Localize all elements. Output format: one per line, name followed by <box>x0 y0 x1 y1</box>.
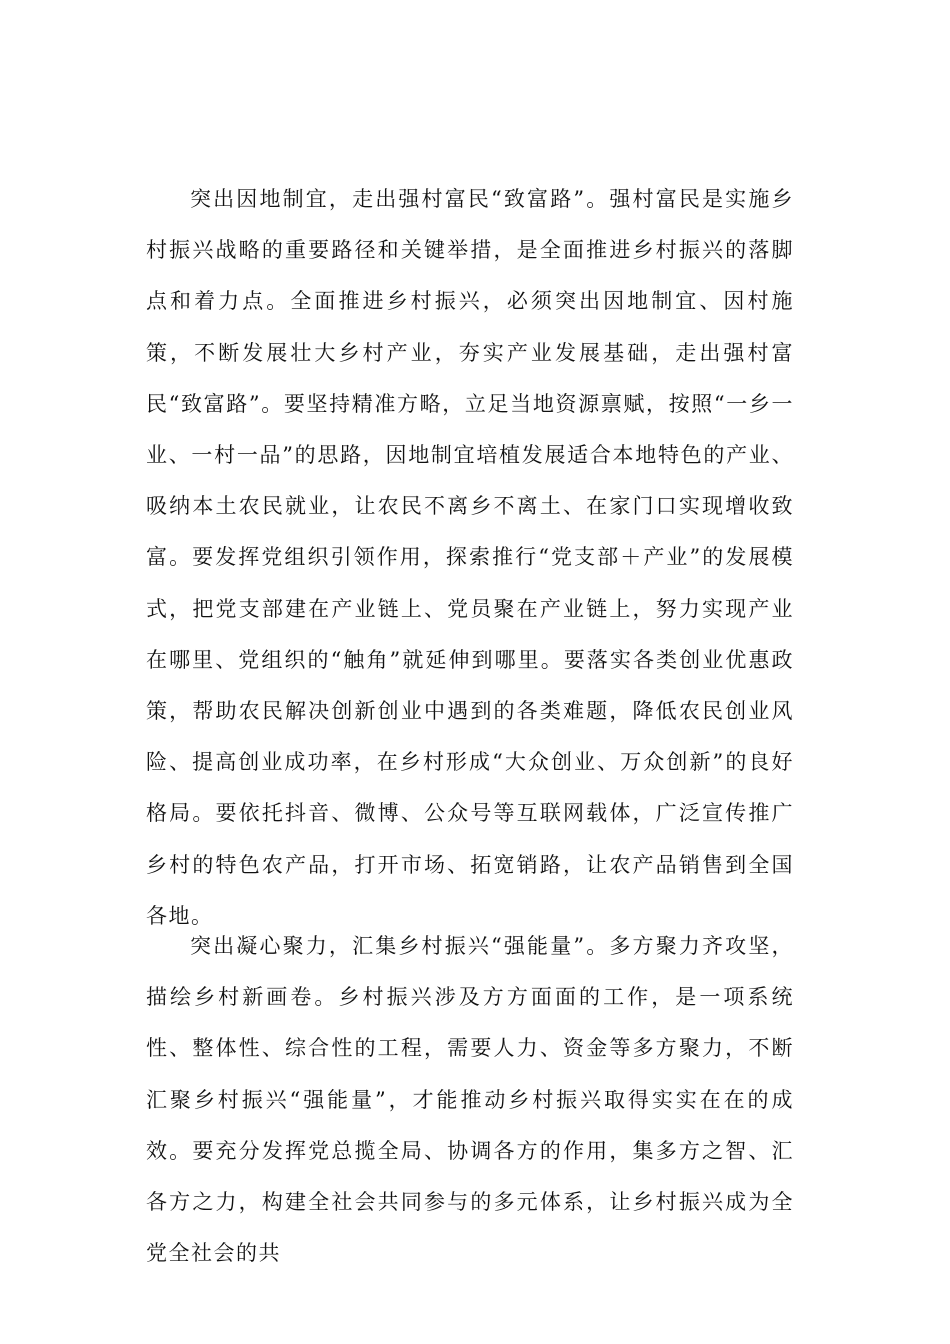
paragraph-gather-forces: 突出凝心聚力，汇集乡村振兴“强能量”。多方聚力齐攻坚，描绘乡村新画卷。乡村振兴涉及方方面面的工作，是一项系统性、整体性、综合性的工程，需要人力、资金等多方聚力，不断汇聚乡村振兴“强能量”，才能推动乡村振兴取得实实在在的成效。要充分发挥党总揽全局、协调各方的作用，集多方之智、汇各方之力，构建全社会共同参与的多元体系，让乡村振兴成为全党全社会的共 <box>146 934 794 1266</box>
paragraph-rich-village: 突出因地制宜，走出强村富民“致富路”。强村富民是实施乡村振兴战略的重要路径和关键举措，是全面推进乡村振兴的落脚点和着力点。全面推进乡村振兴，必须突出因地制宜、因村施策，不断发展壮大乡村产业，夯实产业发展基础，走出强村富民“致富路”。要坚持精准方略，立足当地资源禀赋，按照“一乡一业、一村一品”的思路，因地制宜培植发展适合本地特色的产业、吸纳本土农民就业，让农民不离乡不离土、在家门口实现增收致富。要发挥党组织引领作用，探索推行“党支部＋产业”的发展模式，把党支部建在产业链上、党员聚在产业链上，努力实现产业在哪里、党组织的“触角”就延伸到哪里。要落实各类创业优惠政策，帮助农民解决创新创业中遇到的各类难题，降低农民创业风险、提高创业成功率，在乡村形成“大众创业、万众创新”的良好格局。要依托抖音、微博、公众号等互联网载体，广泛宣传推广乡村的特色农产品，打开市场、拓宽销路，让农产品销售到全国各地。 <box>146 187 794 928</box>
